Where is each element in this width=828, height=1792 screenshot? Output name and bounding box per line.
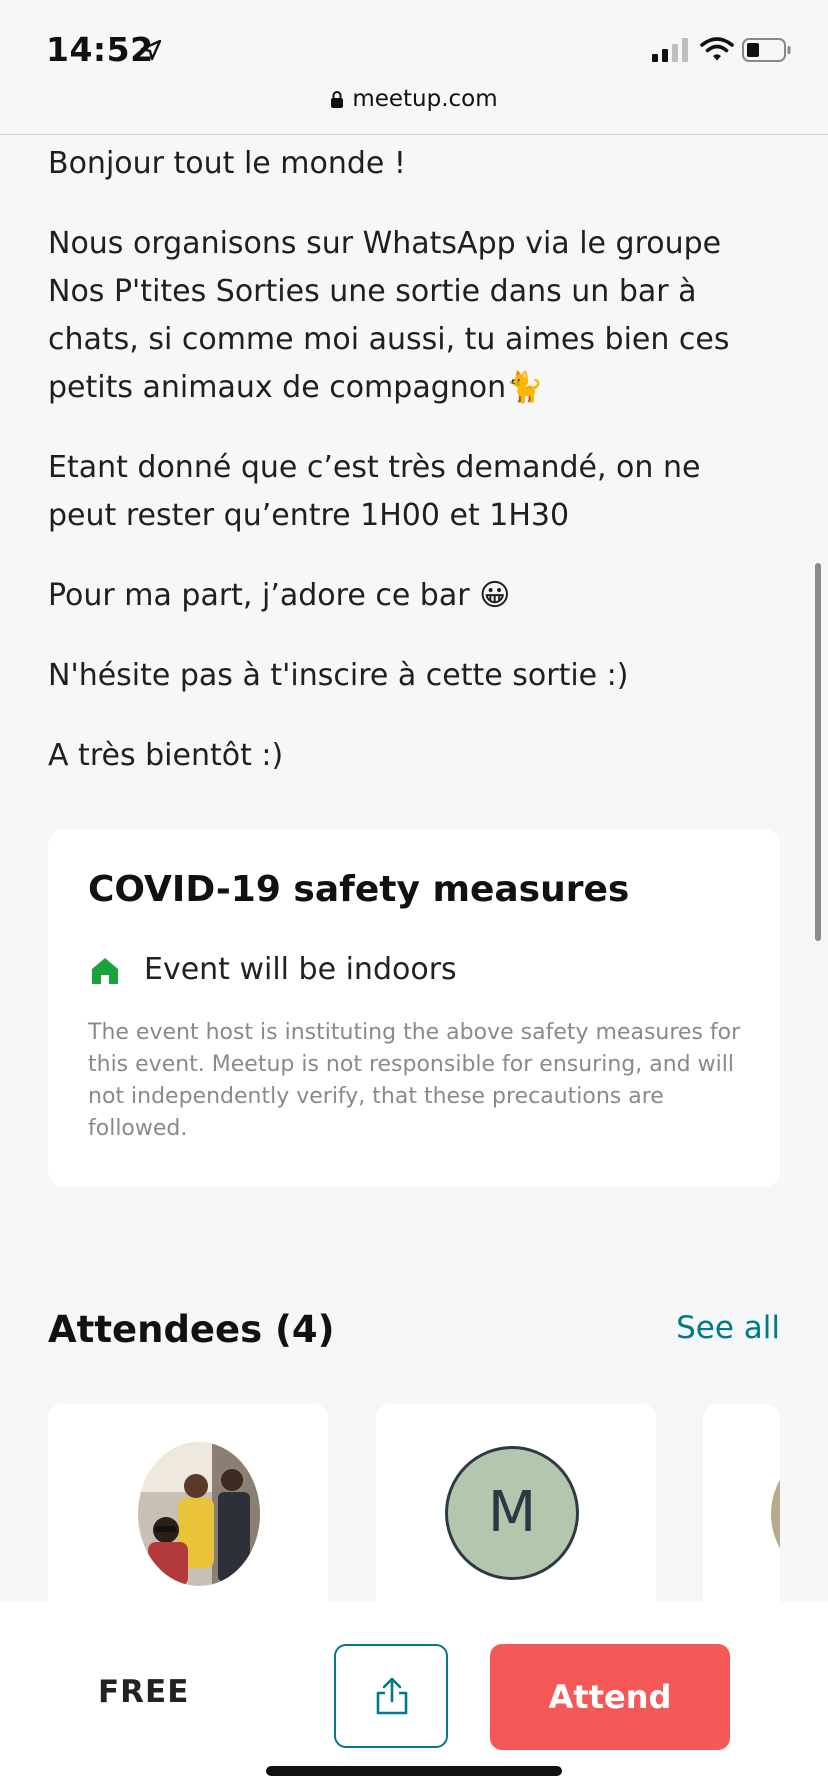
address-bar[interactable] — [0, 86, 828, 112]
description-paragraph: Nous organisons sur WhatsApp via le groupe Nos P'tites Sorties une sortie dans un bar à chats, si comme moi aussi, tu aimes bien ces petits animaux de compagnon🐈 — [48, 226, 730, 405]
wifi-icon — [700, 36, 734, 62]
battery-icon — [742, 37, 792, 63]
share-button[interactable] — [334, 1644, 448, 1748]
lock-icon — [330, 90, 344, 108]
attendee-card[interactable] — [703, 1404, 780, 1624]
description-paragraph: Etant donné que c’est très demandé, on ne peut rester qu’entre 1H00 et 1H30 — [48, 450, 701, 533]
covid-disclaimer: The event host is instituting the above safety measures for this event. Meetup is not responsible for ensuring, and will not independently verify, that these precautions are followed. — [88, 1020, 741, 1141]
home-indicator — [266, 1766, 562, 1776]
browser-header — [0, 0, 828, 135]
covid-title: COVID-19 safety measures — [88, 869, 630, 910]
description-paragraph: Bonjour tout le monde ! — [48, 146, 406, 181]
attendee-avatar — [771, 1444, 780, 1584]
description-paragraph: N'hésite pas à t'inscire à cette sortie :) — [48, 658, 629, 693]
attendees-title: Attendees (4) — [48, 1308, 335, 1351]
signal-icon — [652, 38, 690, 62]
location-arrow-icon — [139, 38, 163, 62]
covid-safety-card — [48, 829, 780, 1187]
attendee-avatar — [138, 1442, 260, 1586]
status-time: 14:52 — [46, 30, 154, 69]
description-paragraph: A très bientôt :) — [48, 738, 284, 773]
price-label: FREE — [98, 1674, 190, 1710]
share-icon — [374, 1676, 410, 1716]
event-description — [48, 140, 768, 812]
attendee-avatar-initial: M — [445, 1446, 579, 1580]
page-scrollbar[interactable] — [815, 563, 821, 941]
url-text: meetup.com — [352, 86, 498, 112]
see-all-link[interactable]: See all — [676, 1310, 780, 1346]
description-paragraph: Pour ma part, j’adore ce bar 😀 — [48, 578, 511, 613]
attend-button[interactable]: Attend — [490, 1644, 730, 1750]
attendee-card[interactable] — [376, 1404, 656, 1624]
action-bar — [0, 1602, 828, 1792]
attendee-card[interactable] — [48, 1404, 328, 1624]
home-icon — [90, 956, 120, 986]
avatar-photo-image — [138, 1442, 260, 1586]
indoors-measure: Event will be indoors — [144, 952, 457, 987]
